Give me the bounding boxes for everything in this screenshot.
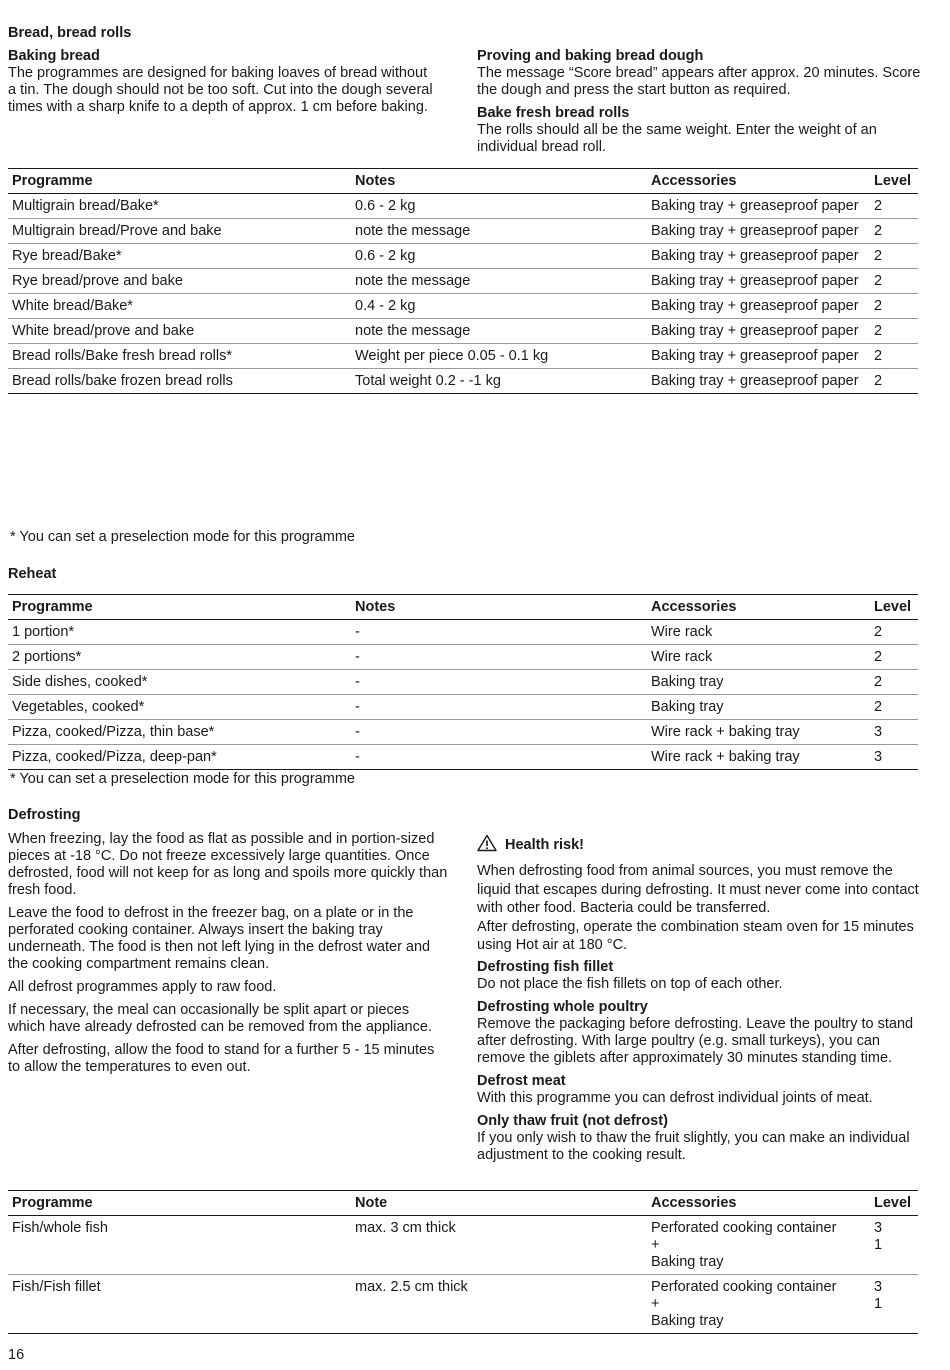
- cell-accessories: [647, 1275, 870, 1334]
- level-value: 1: [874, 1237, 883, 1253]
- cell-accessories: Baking tray + greaseproof paper: [647, 269, 870, 294]
- health-warning-title-row: [477, 834, 922, 857]
- level-value: 3: [874, 1279, 883, 1295]
- cell-programme: Side dishes, cooked*: [8, 670, 351, 695]
- cell-level: 2: [870, 219, 918, 244]
- cell-programme: Fish/Fish fillet: [8, 1275, 351, 1334]
- col-header-note: Note: [351, 1191, 647, 1216]
- cell-notes: note the message: [351, 219, 647, 244]
- cell-programme: Bread rolls/Bake fresh bread rolls*: [8, 344, 351, 369]
- table-row: [8, 344, 918, 369]
- cell-accessories: Baking tray + greaseproof paper: [647, 219, 870, 244]
- cell-notes: 0.6 - 2 kg: [351, 194, 647, 219]
- cell-level: 2: [870, 620, 918, 645]
- defrost-meat-heading: Defrost meat: [477, 1072, 566, 1089]
- table-header-row: [8, 595, 918, 620]
- table-row: [8, 369, 918, 394]
- baking-bread-heading: Baking bread: [8, 48, 100, 64]
- cell-notes: -: [351, 645, 647, 670]
- cell-level: 3: [870, 745, 918, 770]
- page-number: 16: [8, 1347, 25, 1363]
- table-row: [8, 670, 918, 695]
- reheat-footnote: * You can set a preselection mode for this programme: [10, 771, 355, 787]
- col-header-notes: Notes: [351, 595, 647, 620]
- cell-level: 3: [870, 720, 918, 745]
- col-header-programme: Programme: [8, 169, 351, 194]
- accessory-line: Perforated cooking container: [651, 1279, 837, 1295]
- rolls-text: The rolls should all be the same weight. Enter the weight of an individual bread roll.: [477, 122, 877, 155]
- table-row: [8, 620, 918, 645]
- cell-notes: 0.4 - 2 kg: [351, 294, 647, 319]
- fish-fillet-heading: Defrosting fish fillet: [477, 958, 614, 975]
- col-header-accessories: Accessories: [647, 1191, 870, 1216]
- table-row: [8, 1275, 918, 1334]
- col-header-notes: Notes: [351, 169, 647, 194]
- thaw-fruit-heading: Only thaw fruit (not defrost): [477, 1112, 668, 1129]
- col-header-programme: Programme: [8, 1191, 351, 1216]
- cell-accessories: [647, 1216, 870, 1275]
- cell-accessories: Wire rack: [647, 620, 870, 645]
- cell-accessories: Baking tray + greaseproof paper: [647, 194, 870, 219]
- defrosting-section-title: Defrosting: [8, 807, 81, 823]
- accessory-line: Baking tray: [651, 1313, 724, 1329]
- cell-notes: Total weight 0.2 - -1 kg: [351, 369, 647, 394]
- cell-accessories: Baking tray + greaseproof paper: [647, 369, 870, 394]
- defrost-paragraph: After defrosting, allow the food to stand for a further 5 - 15 minutes to allow the temperatures to even out.: [8, 1042, 435, 1075]
- cell-programme: 2 portions*: [8, 645, 351, 670]
- table-header-row: [8, 169, 918, 194]
- table-row: [8, 269, 918, 294]
- cell-level: 2: [870, 294, 918, 319]
- cell-level: 2: [870, 369, 918, 394]
- health-warning-text-2: After defrosting, operate the combination steam oven for 15 minutes using Hot air at 180 °C.: [477, 918, 914, 953]
- table-row: [8, 219, 918, 244]
- col-header-accessories: Accessories: [647, 595, 870, 620]
- cell-programme: Bread rolls/bake frozen bread rolls: [8, 369, 351, 394]
- defrost-meat-text: With this programme you can defrost individual joints of meat.: [477, 1089, 873, 1106]
- table-row: [8, 645, 918, 670]
- bread-table: [8, 168, 918, 394]
- cell-level: 2: [870, 194, 918, 219]
- cell-note: max. 2.5 cm thick: [351, 1275, 647, 1334]
- cell-notes: -: [351, 670, 647, 695]
- health-warning-text: When defrosting food from animal sources, you must remove the liquid that escapes during defrosting. It must never come into contact with other food. Bacteria could be transferred.: [477, 863, 919, 916]
- table-row: [8, 194, 918, 219]
- defrost-paragraph: Leave the food to defrost in the freezer bag, on a plate or in the perforated cooking container. Always insert the baking tray underneath. The food is then not left lying in the defrost water and the cooking compartment remains clean.: [8, 905, 431, 972]
- cell-notes: Weight per piece 0.05 - 0.1 kg: [351, 344, 647, 369]
- baking-bread-block: [8, 48, 438, 116]
- cell-notes: -: [351, 620, 647, 645]
- proving-heading: Proving and baking bread dough: [477, 48, 704, 64]
- level-value: 3: [874, 1220, 883, 1236]
- defrost-paragraph: If necessary, the meal can occasionally be split apart or pieces which have already defrosted can be removed from the appliance.: [8, 1002, 432, 1035]
- cell-accessories: Baking tray + greaseproof paper: [647, 344, 870, 369]
- cell-level: 2: [870, 670, 918, 695]
- cell-notes: -: [351, 720, 647, 745]
- table-row: [8, 695, 918, 720]
- cell-notes: 0.6 - 2 kg: [351, 244, 647, 269]
- defrost-paragraph: When freezing, lay the food as flat as possible and in portion-sized pieces at -18 °C. Do not freeze excessively large quantities. Once defrosted, food will not keep for as long and spoils more quickly than fresh food.: [8, 831, 448, 898]
- baking-bread-text: The programmes are designed for baking loaves of bread without a tin. The dough should not be too soft. Cut into the dough several times with a sharp knife to a depth of approx. 1 cm before baking.: [8, 65, 433, 115]
- col-header-programme: Programme: [8, 595, 351, 620]
- cell-programme: Rye bread/prove and bake: [8, 269, 351, 294]
- cell-accessories: Wire rack: [647, 645, 870, 670]
- cell-programme: Pizza, cooked/Pizza, thin base*: [8, 720, 351, 745]
- table-row: [8, 1216, 918, 1275]
- cell-level: [870, 1275, 918, 1334]
- poultry-text: Remove the packaging before defrosting. Leave the poultry to stand after defrosting. With large poultry (e.g. small turkeys), you can remove the giblets after approximately 30 minutes standing time.: [477, 1015, 914, 1066]
- cell-accessories: Baking tray: [647, 695, 870, 720]
- proving-text: The message “Score bread” appears after approx. 20 minutes. Score the dough and press the start button as required.: [477, 65, 921, 98]
- rolls-heading: Bake fresh bread rolls: [477, 105, 630, 121]
- cell-accessories: Baking tray + greaseproof paper: [647, 294, 870, 319]
- health-warning-title: Health risk!: [505, 837, 584, 853]
- defrost-paragraph: All defrost programmes apply to raw food.: [8, 979, 277, 995]
- thaw-fruit-text: If you only wish to thaw the fruit slightly, you can make an individual adjustment to the cooking result.: [477, 1129, 910, 1163]
- defrosting-right-column: [477, 834, 922, 1164]
- table-row: [8, 294, 918, 319]
- warning-triangle-icon: [477, 834, 497, 857]
- cell-accessories: Wire rack + baking tray: [647, 720, 870, 745]
- cell-programme: Pizza, cooked/Pizza, deep-pan*: [8, 745, 351, 770]
- defrosting-left-column: [8, 831, 448, 1076]
- cell-level: 2: [870, 319, 918, 344]
- cell-accessories: Baking tray + greaseproof paper: [647, 244, 870, 269]
- cell-programme: White bread/Bake*: [8, 294, 351, 319]
- bread-section-title: Bread, bread rolls: [8, 25, 132, 41]
- cell-level: 2: [870, 695, 918, 720]
- col-header-level: Level: [870, 1191, 918, 1216]
- defrost-table: [8, 1190, 918, 1334]
- bread-footnote: * You can set a preselection mode for this programme: [10, 529, 355, 545]
- level-value: 1: [874, 1296, 883, 1312]
- reheat-section-title: Reheat: [8, 566, 57, 582]
- cell-accessories: Baking tray: [647, 670, 870, 695]
- fish-fillet-text: Do not place the fish fillets on top of each other.: [477, 975, 783, 992]
- cell-accessories: Baking tray + greaseproof paper: [647, 319, 870, 344]
- cell-notes: note the message: [351, 319, 647, 344]
- cell-programme: Rye bread/Bake*: [8, 244, 351, 269]
- col-header-level: Level: [870, 169, 918, 194]
- cell-level: 2: [870, 645, 918, 670]
- cell-programme: Vegetables, cooked*: [8, 695, 351, 720]
- cell-level: [870, 1216, 918, 1275]
- col-header-accessories: Accessories: [647, 169, 870, 194]
- table-row: [8, 720, 918, 745]
- cell-notes: -: [351, 745, 647, 770]
- reheat-table: [8, 594, 918, 770]
- cell-notes: -: [351, 695, 647, 720]
- cell-level: 2: [870, 269, 918, 294]
- proving-block: [477, 48, 922, 156]
- accessory-plus: +: [651, 1237, 660, 1253]
- cell-programme: Multigrain bread/Prove and bake: [8, 219, 351, 244]
- accessory-plus: +: [651, 1296, 660, 1312]
- cell-programme: 1 portion*: [8, 620, 351, 645]
- table-row: [8, 244, 918, 269]
- cell-note: max. 3 cm thick: [351, 1216, 647, 1275]
- cell-accessories: Wire rack + baking tray: [647, 745, 870, 770]
- cell-level: 2: [870, 344, 918, 369]
- cell-programme: White bread/prove and bake: [8, 319, 351, 344]
- cell-programme: Fish/whole fish: [8, 1216, 351, 1275]
- poultry-heading: Defrosting whole poultry: [477, 998, 648, 1015]
- cell-level: 2: [870, 244, 918, 269]
- cell-programme: Multigrain bread/Bake*: [8, 194, 351, 219]
- cell-notes: note the message: [351, 269, 647, 294]
- table-header-row: [8, 1191, 918, 1216]
- table-row: [8, 745, 918, 770]
- accessory-line: Perforated cooking container: [651, 1220, 837, 1236]
- accessory-line: Baking tray: [651, 1254, 724, 1270]
- col-header-level: Level: [870, 595, 918, 620]
- table-row: [8, 319, 918, 344]
